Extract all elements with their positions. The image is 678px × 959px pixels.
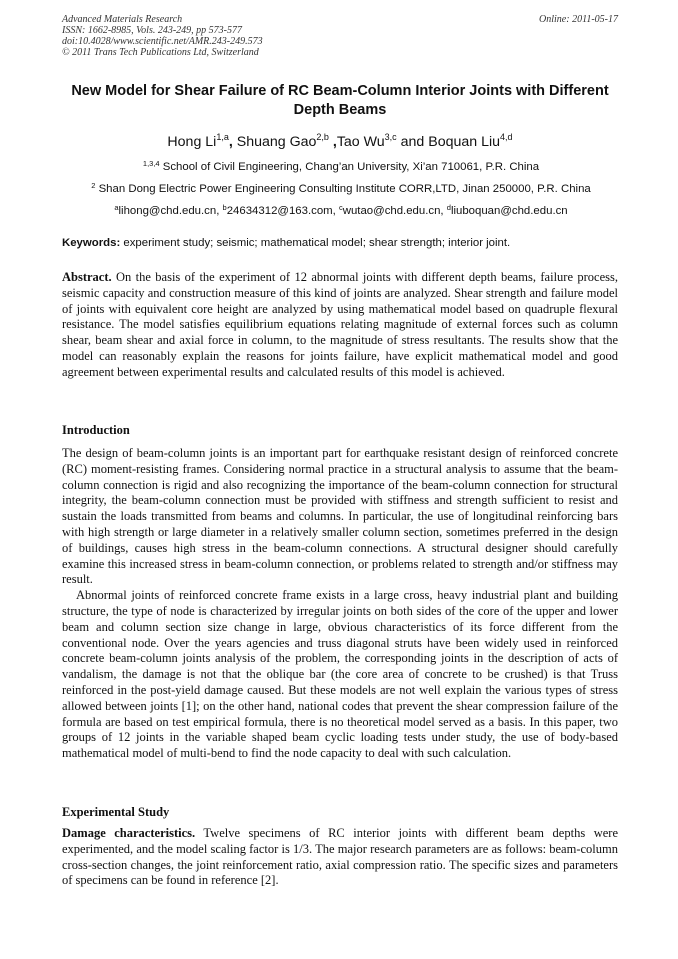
author-separator: , — [328, 134, 337, 150]
doi-line: doi:10.4028/www.scientific.net/AMR.243-249.573 — [62, 36, 263, 47]
affiliation-text: School of Civil Engineering, Chang’an University, Xi’an 710061, P.R. China — [159, 161, 540, 173]
author-list — [62, 128, 618, 151]
affiliation-mark: 1,3,4 — [142, 159, 160, 168]
author-affil-mark: 1,a — [216, 132, 229, 142]
paragraph: The design of beam-column joints is an important part for earthquake resistant design of reinforced concrete (RC) moment-resisting frames. Considering normal practice in a structural analysis to assume that the beam-column connection is rigid and also recognizing the importance of the beam-column connection for structural integrity, the beam-column connection must be provided with stiffness and strength sufficient to resist and sustain the loads transmitted from beams and columns. In particular, the use of longitudinal reinforcing bars with high strength or large diameter in a relatively smaller column section, sometimes preferred in the design of buildings, causes high stress in the beam-column connections. A structural designer should carefully examine this increased stress in beam-column connection, or problems related to strength and/or stiffness may result. — [62, 446, 618, 587]
introduction-body — [62, 446, 618, 762]
email-mark: d — [446, 203, 451, 212]
keywords-text: experiment study; seismic; mathematical model; shear strength; interior joint. — [120, 237, 511, 249]
online-date: Online: 2011-05-17 — [539, 14, 618, 25]
author-separator: , — [228, 134, 237, 150]
damage-characteristics-label: Damage characteristics. — [62, 826, 196, 840]
email-text: 24634312@163.com, — [226, 205, 339, 217]
paragraph: Abnormal joints of reinforced concrete frame exists in a large cross, heavy industrial plant and building structure, the type of node is characterized by irregular joints on both sides of the core of the upper and lower beam and column section size change in large, obvious characteristics of its force different from the conventional node. Over the years agencies and truss diagonal struts have been widely used in reinforced concrete beam-column joints analysis of the problem, the corresponding joints in the description of acts of vandalism, the damage is not that the oblique bar (the core area of concrete to be crushed) is that Truss reinforced in the post-yield damage caused. But these models are not well explain the various types of stress allowed between joints [1]; on the other hand, national codes that prevent the shear compression failure of the formula are based on test empirical formula, there is no theoretical model served as a basis. In this paper, two groups of 12 joints in the variable shaped beam cyclic loading tests under study, the use of body-based mathematical model of multi-bend to find the node capacity to deal with such calculation. — [62, 588, 618, 761]
section-heading-experimental-study: Experimental Study — [62, 805, 170, 819]
author-affil-mark: 2,b — [316, 132, 329, 142]
abstract — [62, 270, 618, 381]
author-affil-mark: 4,d — [500, 132, 513, 142]
affiliation — [58, 179, 624, 196]
author-emails — [58, 201, 624, 218]
affiliation-mark: 2 — [91, 181, 96, 190]
affiliation-text: Shan Dong Electric Power Engineering Consulting Institute CORR,LTD, Jinan 250000, P.R. China — [95, 183, 591, 195]
issn-line: ISSN: 1662-8985, Vols. 243-249, pp 573-577 — [62, 25, 242, 36]
paper-title: New Model for Shear Failure of RC Beam-Column Interior Joints with Different Depth Beams — [71, 83, 609, 118]
author-name: Hong Li — [167, 134, 217, 150]
experimental-body — [62, 826, 618, 889]
email-mark: a — [114, 203, 119, 212]
keywords — [62, 236, 618, 250]
abstract-label: Abstract. — [62, 270, 112, 284]
email-text: wutao@chd.edu.cn, — [342, 205, 447, 217]
author-name: Tao Wu — [336, 134, 385, 150]
copyright-line: © 2011 Trans Tech Publications Ltd, Switzerland — [62, 47, 259, 58]
section-heading-introduction: Introduction — [62, 423, 130, 437]
author-separator: and — [396, 134, 429, 150]
affiliation — [58, 157, 624, 174]
author-affil-mark: 3,c — [384, 132, 397, 142]
journal-name: Advanced Materials Research — [62, 14, 183, 25]
journal-header — [62, 14, 618, 58]
damage-characteristics-text: Twelve specimens of RC interior joints with different beam depths were experimented, and the model scaling factor is 1/3. The major research parameters are as follows: beam-column cross-section changes, the joint reinforcement ratio, axial compression ratio. The specific sizes and parameters of specimens can be found in reference [2]. — [62, 826, 618, 888]
abstract-text: On the basis of the experiment of 12 abnormal joints with different depth beams, failure process, seismic capacity and construction measure of this kind of joints are analyzed. Shear strength and failure model of joints with equivalent core height are analyzed by using mathematical model based on quadruple flexural resistance. The model satisfies equilibrium equations relating magnitude of external forces such as column shear, beam shear and axial force in column, to the magnitude of stress resultants. The results show that the model can reasonably explain the reasons for joints failure, have explicit mathematical model and good agreement between experimental results and calculated results of this model is achieved. — [62, 270, 618, 379]
author-name: Shuang Gao — [236, 134, 317, 150]
author-name: Boquan Liu — [428, 134, 501, 150]
email-text: lihong@chd.edu.cn, — [118, 205, 223, 217]
email-mark: c — [338, 203, 343, 212]
email-text: liuboquan@chd.edu.cn — [450, 205, 568, 217]
email-mark: b — [222, 203, 227, 212]
keywords-label: Keywords: — [62, 237, 121, 249]
